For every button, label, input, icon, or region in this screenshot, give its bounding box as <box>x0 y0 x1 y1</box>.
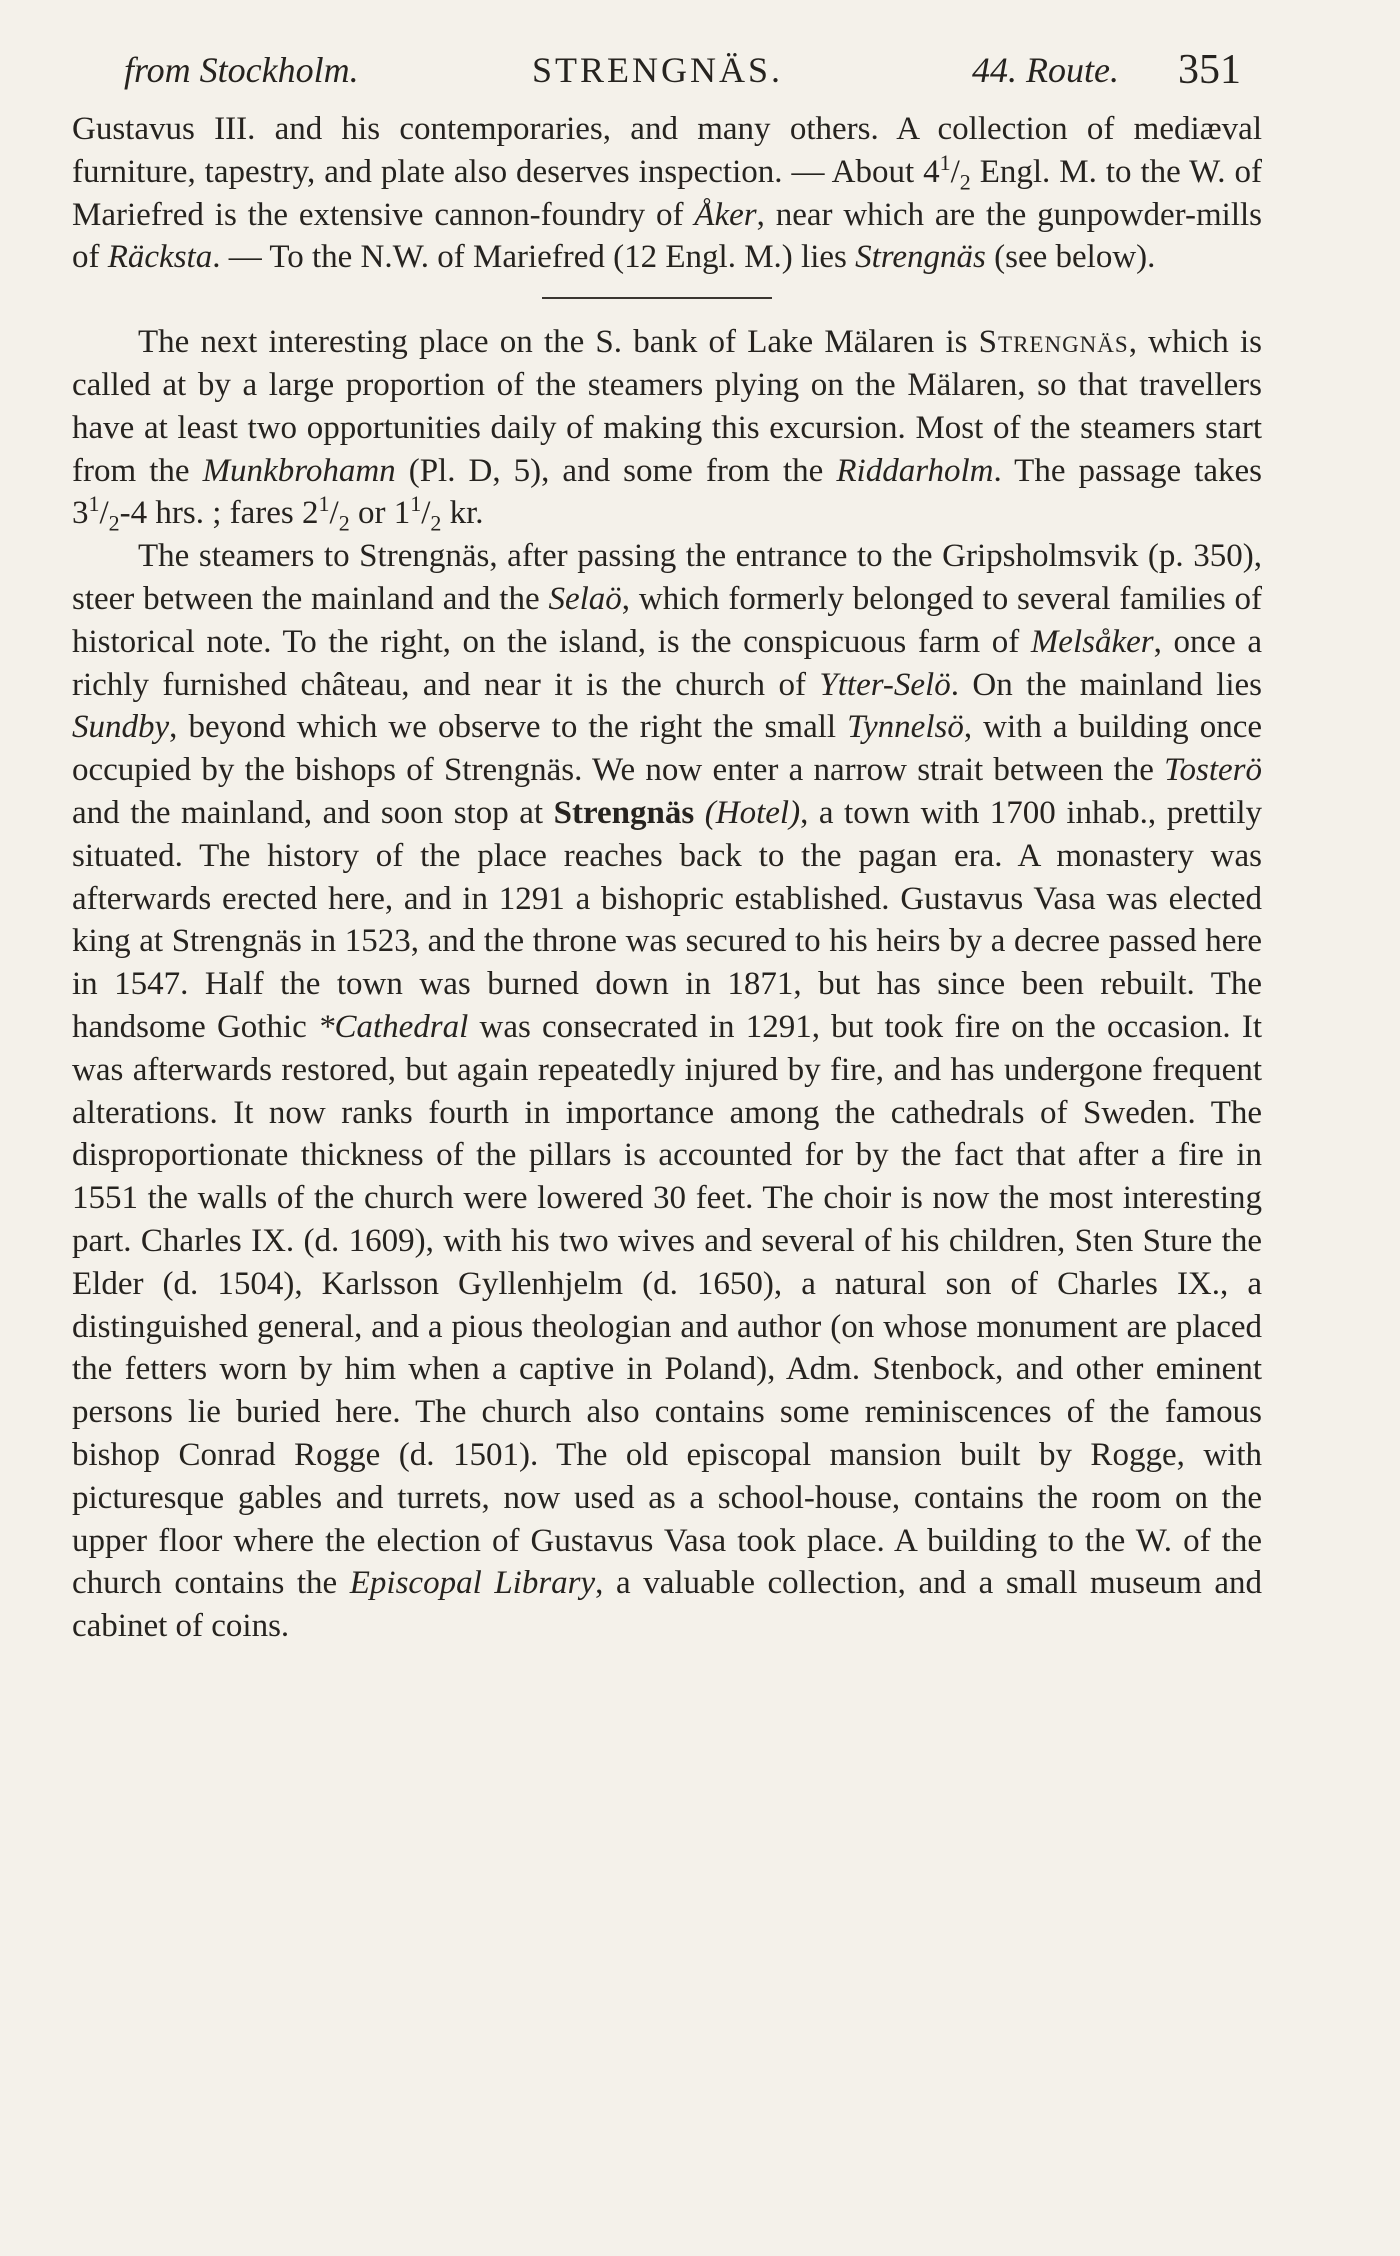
paragraph-strengnas: The next interesting place on the S. bank of Lake Mälaren is Strengnäs, which is called at by a large proportion of the steamers plying on the Mälaren, so that travellers have at least two opportunities daily of making this excursion. Most of the steamers start from the Munkbrohamn (Pl. D, 5), and some from the Riddarholm. The passage takes $3^1/_2-4$ hrs. ; fares $2^1/_2$ or $1^1/_2$ kr. <box>72 324 1262 536</box>
place-racksta: Räcksta <box>107 239 213 276</box>
place-sundby: Sundby <box>72 709 170 746</box>
cathedral-term: *Cathedral <box>317 1008 469 1045</box>
running-head-left: from Stockholm. <box>124 50 359 90</box>
page-number: 351 <box>1178 47 1241 93</box>
running-head <box>72 38 1262 102</box>
town-strengnas: Strengnäs <box>553 794 695 831</box>
section-divider <box>542 297 772 299</box>
place-tynnelso: Tynnelsö <box>847 709 964 746</box>
hotel-note: (Hotel) <box>704 794 801 831</box>
place-aker: Åker <box>694 196 757 233</box>
place-strengnas: Strengnäs <box>855 239 986 276</box>
paragraph-steamers: The steamers to Strengnäs, after passing the entrance to the Gripsholmsvik (p. 350), steer between the mainland and the Selaö, which formerly belonged to several families of historical note. To the right, on the island, is the conspicuous farm of Melsåker, once a richly furnished château, and near it is the church of Ytter-Selö. On the mainland lies Sundby, beyond which we observe to the right the small Tynnelsö, with a building once occupied by the bishops of Strengnäs. We now enter a narrow strait between the Tosterö and the mainland, and soon stop at Strengnäs (Hotel), a town with 1700 inhab., prettily situated. The history of the place reaches back to the pagan era. A monastery was afterwards erected here, and in 1291 a bishopric established. Gustavus Vasa was elected king at Strengnäs in 1523, and the throne was secured to his heirs by a decree passed here in 1547. Half the town was burned down in 1871, but has since been rebuilt. The handsome Gothic *Cathedral was consecrated in 1291, but took fire on the occasion. It was afterwards restored, but again repeatedly injured by fire, and has undergone frequent alterations. It now ranks fourth in importance among the cathedrals of Sweden. The disproportionate thickness of the pillars is accounted for by the fact that after a fire in 1551 the walls of the church were lowered 30 feet. The choir is now the most interesting part. Charles IX. (d. 1609), with his two wives and several of his children, Sten Sture the Elder (d. 1504), Karlsson Gyllenhjelm (d. 1650), a natural son of Charles IX., a distinguished general, and a pious theologian and author (on whose monument are placed the fetters worn by him when a captive in Poland), Adm. Stenbock, and other eminent persons lie buried here. The church also contains some reminiscences of the famous bishop Conrad Rogge (d. 1501). The old episcopal mansion built by Rogge, with picturesque gables and turrets, now used as a school-house, contains the room on the upper floor where the election of Gustavus Vasa took place. A building to the W. of the church contains the Episcopal Library, a valuable collection, and a small museum and cabinet of coins. <box>72 538 1263 1645</box>
heading-strengnas: Strengnäs <box>978 324 1129 361</box>
place-tostero: Tosterö <box>1164 752 1262 789</box>
place-melsaker: Melsåker <box>1030 623 1154 660</box>
place-riddarholm: Riddarholm <box>836 452 994 489</box>
paragraph-intro: Gustavus III. and his contemporaries, and many others. A collection of mediæval furniture, tapestry, and plate also deserves inspection. — About $4^1/_2$ Engl. M. to the W. of Mariefred is the extensive cannon-foundry of Åker, near which are the gunpowder-mills of Räcksta. — To the N.W. of Mariefred (12 Engl. M.) lies Strengnäs (see below). <box>72 111 1262 276</box>
library-term: Episcopal Library <box>349 1565 596 1602</box>
running-head-title: STRENGNÄS. <box>532 50 784 90</box>
place-selao: Selaö <box>548 580 622 617</box>
place-munkbrohamn: Munkbrohamn <box>202 452 396 489</box>
book-page <box>72 38 1262 1648</box>
place-ytter-selo: Ytter-Selö <box>819 666 951 703</box>
running-head-route: 44. Route. <box>972 50 1119 90</box>
